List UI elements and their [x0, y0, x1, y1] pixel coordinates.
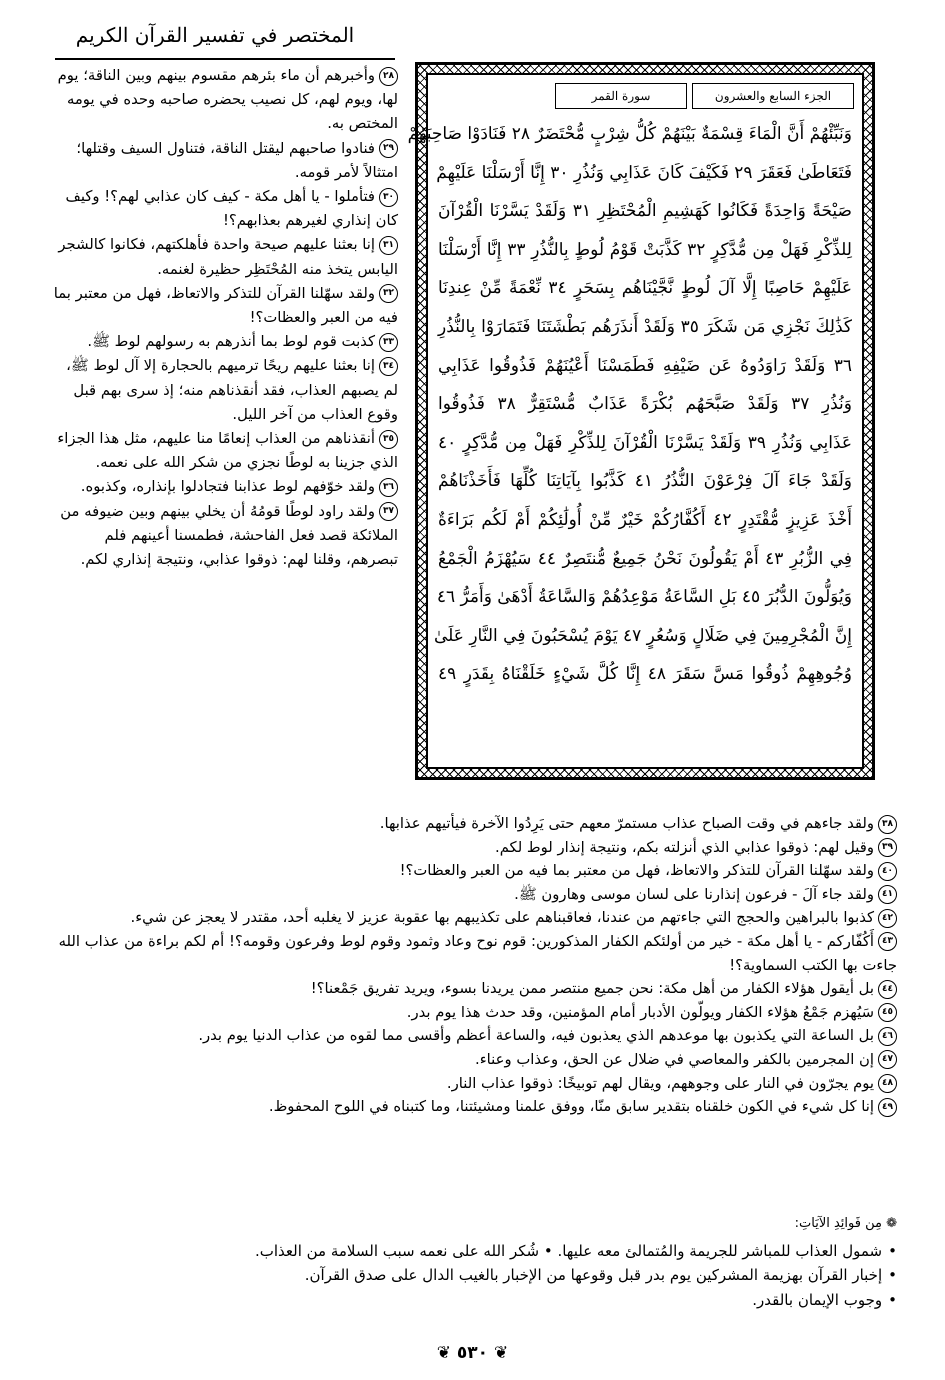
- benefit-item: [42, 1263, 897, 1288]
- mushaf-frame: [407, 62, 875, 780]
- tafsir-item: [42, 1095, 897, 1119]
- benefits-title: [42, 1212, 897, 1237]
- tafsir-item: [48, 500, 398, 573]
- benefit-item: [42, 1288, 897, 1313]
- page-header-title: المختصر في تفسير القرآن الكريم: [75, 23, 355, 47]
- benefit-text: وجوب الإيمان بالقدر.: [752, 1290, 883, 1309]
- verse-number-badge: ٤٩: [878, 1098, 897, 1117]
- tafsir-text: ولقد جاءهم في وقت الصباح عذاب مستمرّ معهم حتى يَرِدُوا الآخرة فيأتيهم عذابها.: [379, 815, 874, 832]
- bullet-icon: •: [888, 1241, 897, 1260]
- tafsir-text: إنا كل شيء في الكون خلقناه بتقدير سابق منّا، ووفق علمنا ومشيئتنا، وما كتبناه في اللوح المحفوظ.: [268, 1098, 874, 1116]
- tafsir-item: [42, 1001, 897, 1025]
- tafsir-text: ولقد سهّلنا القرآن للتذكر والاتعاظ، فهل من معتبر بما فيه من العبر والعظات؟!: [53, 284, 398, 327]
- tafsir-text: إنا بعثنا عليهم ريحًا ترميهم بالحجارة إلا آل لوط ﷺ، لم يصبهم العذاب، فقد أنقذناهم منه؛ إذ سرى بهم قبل وقوع العذاب من آخر الليل.: [66, 357, 398, 423]
- verse-line: إِنَّ الْمُجْرِمِينَ فِي ضَلَالٍ وَسُعُرٍ ٤٧ يَوْمَ يُسْحَبُونَ فِي النَّارِ عَلَىٰ: [434, 625, 852, 646]
- verse-benefits-section: [42, 1212, 897, 1312]
- tafsir-text: وأخبرهم أن ماء بئرهم مقسوم بينهم وبين الناقة؛ يوم لها، ويوم لهم، كل نصيب يحضره صاحبه وحده في يومه المختص به.: [57, 67, 398, 133]
- verse-line: فِي الزُّبُرِ ٤٣ أَمْ يَقُولُونَ نَحْنُ جَمِيعٌ مُّنتَصِرٌ ٤٤ سَيُهْزَمُ الْجَمْعُ: [438, 548, 852, 569]
- verse-line: وَيُوَلُّونَ الدُّبُرَ ٤٥ بَلِ السَّاعَةُ مَوْعِدُهُمْ وَالسَّاعَةُ أَدْهَىٰ وَأَمَرُّ ٤٦: [436, 587, 852, 608]
- verse-number-badge: ٤٢: [878, 909, 897, 928]
- tafsir-text: وقيل لهم: ذوقوا عذابي الذي أنزلته بكم، ونتيجة إنذار لوط لكم.: [495, 838, 874, 856]
- verse-number-badge: ٣٤: [379, 357, 398, 376]
- verse-number-badge: ٤٦: [878, 1027, 897, 1046]
- tafsir-item: [48, 475, 398, 499]
- verse-line: عَلَيْهِمْ حَاصِبًا إِلَّا آلَ لُوطٍ نَّجَّيْنَاهُم بِسَحَرٍ ٣٤ نِّعْمَةً مِّنْ عِندِنَا: [438, 278, 852, 299]
- tafsir-item: [48, 185, 398, 233]
- tafsir-full-width: [42, 812, 897, 1119]
- tafsir-text: فنادوا صاحبهم ليقتل الناقة، فتناول السيف وقتلها؛ امتثالاً لأمر قومه.: [76, 139, 398, 181]
- benefit-text: شمول العذاب للمباشر للجريمة والمُتمالئ معه عليها. • شُكر الله على نعمه سبب السلامة من العذاب.: [254, 1241, 883, 1260]
- verse-line: عَذَابِي وَنُذُرِ ٣٩ وَلَقَدْ يَسَّرْنَا الْقُرْآنَ لِلذِّكْرِ فَهَلْ مِن مُّدَّكِرٍ ٤٠: [438, 432, 852, 453]
- verse-number-badge: ٤١: [878, 885, 897, 904]
- tafsir-item: [42, 930, 897, 977]
- verse-number-badge: ٣٣: [379, 333, 398, 352]
- ornament-icon: ❦: [436, 1343, 457, 1363]
- tafsir-text: كذبت قوم لوط بما أنذرهم به رسولهم لوط ﷺ.: [87, 333, 375, 351]
- benefits-title-text: مِن فَوائِدِ الآيَاتِ:: [794, 1216, 882, 1231]
- tafsir-item: [48, 427, 398, 475]
- tafsir-item: [42, 1024, 897, 1048]
- tafsir-text: أَكُفّاركم - يا أهل مكة - خير من أولئكم الكفار المذكورين: قوم نوح وعاد وثمود وقوم لوط وفرعون وقومه؟! أم لكم براءة من عذاب الله جاءت بها الكتب السماوية؟!: [58, 932, 897, 974]
- tafsir-item: [48, 137, 398, 185]
- surah-label: سورة القمر: [555, 83, 687, 109]
- tafsir-item: [48, 282, 398, 330]
- verse-number-badge: ٤٣: [878, 932, 897, 951]
- verse-number-badge: ٣٠: [379, 188, 398, 207]
- tafsir-text: إنا بعثنا عليهم صيحة واحدة فأهلكتهم، فكانوا كالشجر اليابس يتخذ منه المُحْتَظِر حظيرة لغنمه.: [58, 236, 398, 278]
- tafsir-item: [42, 883, 897, 907]
- tafsir-text: ولقد خوّفهم لوط عذابنا فتجادلوا بإنذاره، وكذبوه.: [80, 478, 375, 496]
- tafsir-item: [48, 354, 398, 427]
- verse-number-badge: ٢٨: [379, 67, 398, 86]
- verse-number-badge: ٤٠: [878, 862, 897, 881]
- verse-line: وُجُوهِهِمْ ذُوقُوا مَسَّ سَقَرَ ٤٨ إِنَّا كُلَّ شَيْءٍ خَلَقْنَاهُ بِقَدَرٍ ٤٩: [438, 664, 852, 685]
- ornament-icon: ❦: [488, 1343, 509, 1363]
- tafsir-text: ولقد جاء آلَ - فرعون إنذارنا على لسان موسى وهارون ﷺ.: [514, 885, 874, 903]
- verse-line: وَلَقَدْ جَاءَ آلَ فِرْعَوْنَ النُّذُرُ ٤١ كَذَّبُوا بِآيَاتِنَا كُلِّهَا فَأَخَذْنَاهُمْ: [438, 471, 852, 492]
- benefit-item: [42, 1239, 897, 1264]
- tafsir-item: [42, 977, 897, 1001]
- verse-number-badge: ٣٢: [379, 284, 398, 303]
- verse-number-badge: ٣٥: [379, 430, 398, 449]
- tafsir-side-column: [48, 64, 398, 572]
- tafsir-text: فتأملوا - يا أهل مكة - كيف كان عذابي لهم؟! وكيف كان إنذاري لغيرهم بعذابهم؟!: [65, 188, 398, 230]
- verse-number-badge: ٤٨: [878, 1074, 897, 1093]
- juz-label: الجزء السابع والعشرون: [692, 83, 854, 109]
- verse-number-badge: ٣٩: [878, 838, 897, 857]
- benefit-text: إخبار القرآن بهزيمة المشركين يوم بدر قبل وقوعها من الإخبار بالغيب الدال على صدق القرآن.: [304, 1266, 883, 1284]
- tafsir-item: [48, 64, 398, 137]
- page-number-text: ٥٣٠: [456, 1343, 489, 1363]
- verse-line: صَيْحَةً وَاحِدَةً فَكَانُوا كَهَشِيمِ الْمُحْتَظِرِ ٣١ وَلَقَدْ يَسَّرْنَا الْقُرْآنَ: [438, 201, 852, 222]
- tafsir-text: بل أيقول هؤلاء الكفار من أهل مكة: نحن جميع منتصر ممن يريدنا بسوء، ويريد تفريق جَمْعنا؟!: [310, 980, 874, 998]
- verse-number-badge: ٤٤: [878, 980, 897, 999]
- bullet-icon: •: [888, 1290, 897, 1309]
- tafsir-item: [48, 233, 398, 281]
- tafsir-item: [42, 1048, 897, 1072]
- header-divider: [55, 58, 395, 60]
- tafsir-text: سَيُهزم جَمْعُ هؤلاء الكفار ويولّون الأدبار أمام المؤمنين، وقد حدث هذا يوم بدر.: [406, 1003, 874, 1021]
- verse-number-badge: ٢٩: [379, 139, 398, 158]
- verse-line: أَخْذَ عَزِيزٍ مُّقْتَدِرٍ ٤٢ أَكُفَّارُكُمْ خَيْرٌ مِّنْ أُولَٰئِكُمْ أَمْ لَكُم بَرَاءَةٌ: [438, 509, 852, 530]
- tafsir-item: [42, 1072, 897, 1096]
- tafsir-item: [42, 906, 897, 930]
- verse-number-badge: ٤٧: [878, 1050, 897, 1069]
- tafsir-item: [48, 330, 398, 354]
- page-number: [0, 1343, 945, 1363]
- verse-line: ٣٦ وَلَقَدْ رَاوَدُوهُ عَن ضَيْفِهِ فَطَمَسْنَا أَعْيُنَهُمْ فَذُوقُوا عَذَابِي: [438, 355, 852, 376]
- bullet-icon: •: [888, 1266, 897, 1284]
- tafsir-text: بل الساعة التي يكذبون بها موعدهم الذي يعذبون فيه، والساعة أعظم وأقسى مما لقوه من عذاب الدنيا يوم بدر.: [198, 1027, 874, 1045]
- verse-number-badge: ٣١: [379, 236, 398, 255]
- tafsir-text: كذبوا بالبراهين والحجج التي جاءتهم من عندنا، فعاقبناهم على تكذيبهم بها عقوبة عزيز لا يغلبه أحد، مقتدر لا يعجز عن شيء.: [130, 909, 874, 927]
- verse-number-badge: ٣٧: [379, 502, 398, 521]
- tafsir-item: [42, 836, 897, 860]
- tafsir-text: أنقذناهم من العذاب إنعامًا منا عليهم، مثل هذا الجزاء الذي جزينا به لوطًا نجزي من شكر الله على نعمه.: [57, 430, 398, 472]
- verse-line: فَتَعَاطَىٰ فَعَقَرَ ٢٩ فَكَيْفَ كَانَ عَذَابِي وَنُذُرِ ٣٠ إِنَّا أَرْسَلْنَا عَلَيْهِمْ: [436, 162, 852, 183]
- verse-line: وَنُذُرِ ٣٧ وَلَقَدْ صَبَّحَهُم بُكْرَةً عَذَابٌ مُّسْتَقِرٌّ ٣٨ فَذُوقُوا: [438, 394, 853, 415]
- verse-line: وَنَبِّئْهُمْ أَنَّ الْمَاءَ قِسْمَةٌ بَيْنَهُمْ كُلُّ شِرْبٍ مُّحْتَضَرٌ ٢٨ فَنَادَوْا صَاحِبَهُمْ: [407, 124, 852, 144]
- mushaf-inner: [407, 73, 864, 769]
- verse-line: كَذَٰلِكَ نَجْزِي مَن شَكَرَ ٣٥ وَلَقَدْ أَنذَرَهُم بَطْشَتَنَا فَتَمَارَوْا بِالنُّذُرِ: [438, 316, 852, 337]
- tafsir-text: إن المجرمين بالكفر والمعاصي في ضلال عن الحق، وعذاب وعناء.: [475, 1050, 874, 1068]
- tafsir-item: [42, 859, 897, 883]
- verse-number-badge: ٣٨: [878, 815, 897, 834]
- tafsir-text: يوم يجرّون في النار على وجوههم، ويقال لهم توبيخًا: ذوقوا عذاب النار.: [446, 1074, 874, 1092]
- tafsir-text: ولقد راود لوطًا قومُهُ أن يخلي بينهم وبين ضيوفه من الملائكة قصد فعل الفاحشة، فطمسنا أعينهم فلم تبصرهم، وقلنا لهم: ذوقوا عذابي، ونتيجة إنذاري لكم.: [60, 502, 398, 569]
- verse-number-badge: ٣٦: [379, 478, 398, 497]
- tafsir-text: ولقد سهّلنا القرآن للتذكر والاتعاظ، فهل من معتبر بما فيه من العبر والعظات؟!: [399, 862, 874, 880]
- verse-number-badge: ٤٥: [878, 1003, 897, 1022]
- tafsir-item: [42, 812, 897, 836]
- verse-line: لِلذِّكْرِ فَهَلْ مِن مُّدَّكِرٍ ٣٢ كَذَّبَتْ قَوْمُ لُوطٍ بِالنُّذُرِ ٣٣ إِنَّا أَرْسَلْنَا: [438, 239, 852, 260]
- ornament-icon: ❁: [881, 1216, 897, 1231]
